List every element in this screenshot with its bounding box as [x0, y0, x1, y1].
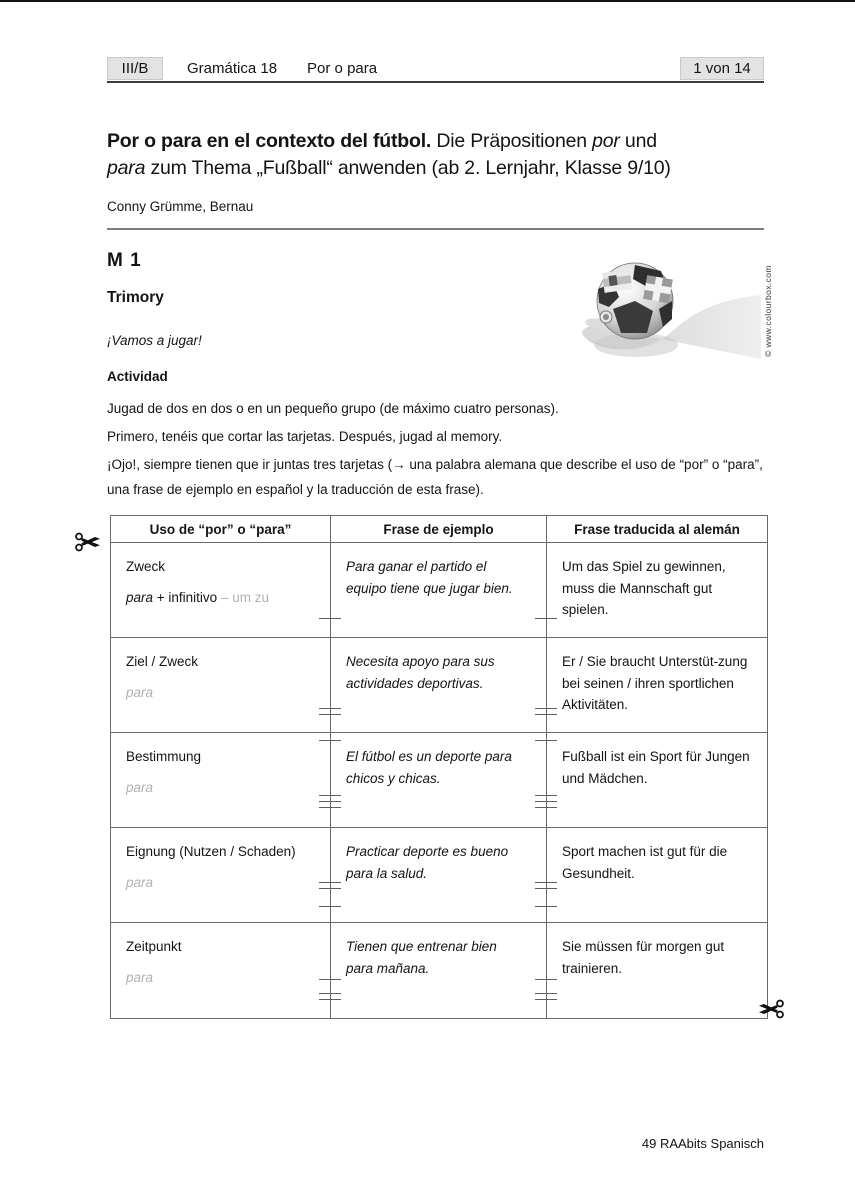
cut-mark	[319, 993, 341, 994]
cut-mark	[535, 888, 557, 889]
cut-mark	[535, 708, 557, 709]
term-cell: Eignung (Nutzen / Schaden) para	[111, 828, 331, 923]
header-rule	[107, 81, 764, 83]
table-header-cell: Frase traducida al alemán	[547, 516, 767, 543]
title-bold: Por o para en el contexto del fútbol.	[107, 130, 432, 152]
football-in-hand-graphic	[573, 249, 761, 373]
translation-cell: Sie müssen für morgen gut trainieren.	[562, 939, 725, 976]
cut-mark	[535, 882, 557, 883]
material-title: Trimory	[107, 289, 164, 306]
table-header-cell: Uso de “por” o “para”	[111, 516, 331, 543]
cut-mark	[535, 618, 557, 619]
footer-pagemark: 49 RAAbits Spanisch	[641, 1136, 764, 1151]
section-badge: III/B	[107, 57, 163, 80]
cut-mark	[319, 882, 341, 883]
example-cell: Para ganar el partido el equipo tiene que jugar bien.	[331, 543, 547, 638]
document-title: Por o para en el contexto del fútbol. Die Präpositionen por und para zum Thema „Fußball“ anwenden (ab 2. Lernjahr, Klasse 9/10)	[107, 130, 671, 179]
cut-mark	[535, 714, 557, 715]
page-count-badge: 1 von 14	[680, 57, 764, 80]
cut-mark	[535, 906, 557, 907]
cut-mark	[319, 714, 341, 715]
cut-mark	[535, 795, 557, 796]
lead-sentence: ¡Vamos a jugar!	[107, 333, 202, 348]
cut-mark	[319, 708, 341, 709]
activity-paragraph: Primero, tenéis que cortar las tarjetas. Después, jugad al memory.	[107, 429, 503, 444]
term-cell: Zweck para + infinitivo – um zu	[111, 543, 331, 638]
example-cell: Practicar deporte es bueno para la salud.	[331, 828, 547, 923]
activity-paragraph: Jugad de dos en dos o en un pequeño grupo (de máximo cuatro personas).	[107, 401, 559, 416]
example-cell: El fútbol es un deporte para chicos y chicas.	[331, 733, 547, 828]
cut-mark	[535, 999, 557, 1000]
cut-mark	[319, 740, 341, 741]
translation-cell: Fußball ist ein Sport für Jungen und Mädchen.	[547, 733, 767, 828]
cut-mark	[319, 618, 341, 619]
activity-paragraph: ¡Ojo!, siempre tienen que ir juntas tres tarjetas (→ una palabra alemana que describe el uso de “por” o “para”, una frase de ejemplo en español y la traducción de esta frase).	[107, 457, 763, 497]
topic-label: Por o para	[307, 59, 378, 77]
cut-mark	[535, 801, 557, 802]
cut-mark	[319, 807, 341, 808]
cut-mark	[319, 979, 341, 980]
title-divider-rule	[107, 228, 764, 230]
cut-mark	[535, 993, 557, 994]
scissors-icon	[74, 530, 104, 556]
translation-cell: Er / Sie braucht Unterstüt-zung bei seinen / ihren sportlichen Aktivitäten.	[547, 638, 767, 733]
cut-mark	[319, 888, 341, 889]
image-credit: © www.colourbox.com	[763, 265, 773, 357]
term-cell: Zeitpunkt para	[111, 923, 331, 1018]
cut-mark	[319, 801, 341, 802]
example-cell: Tienen que entrenar bien para mañana.	[331, 923, 547, 1018]
cut-mark	[535, 807, 557, 808]
material-code: M 1	[107, 250, 142, 271]
cut-mark	[319, 795, 341, 796]
term-cell: Bestimmung para	[111, 733, 331, 828]
cut-mark	[535, 979, 557, 980]
activity-heading: Actividad	[107, 369, 168, 384]
football-in-hand-image	[573, 249, 761, 373]
cut-mark	[319, 999, 341, 1000]
cut-mark	[535, 740, 557, 741]
example-cell: Necesita apoyo para sus actividades deportivas.	[331, 638, 547, 733]
translation-cell: Sport machen ist gut für die Gesundheit.	[547, 828, 767, 923]
table-header-cell: Frase de ejemplo	[331, 516, 547, 543]
scissors-icon	[755, 997, 785, 1023]
chapter-label: Gramática 18	[187, 59, 278, 77]
term-cell: Ziel / Zweck para	[111, 638, 331, 733]
cut-mark	[319, 906, 341, 907]
page-header	[107, 56, 764, 80]
translation-cell: Um das Spiel zu gewinnen, muss die Mannschaft gut spielen.	[547, 543, 767, 638]
author: Conny Grümme, Bernau	[107, 199, 254, 214]
page-top-rule	[0, 0, 855, 2]
trimory-table	[110, 515, 768, 1019]
